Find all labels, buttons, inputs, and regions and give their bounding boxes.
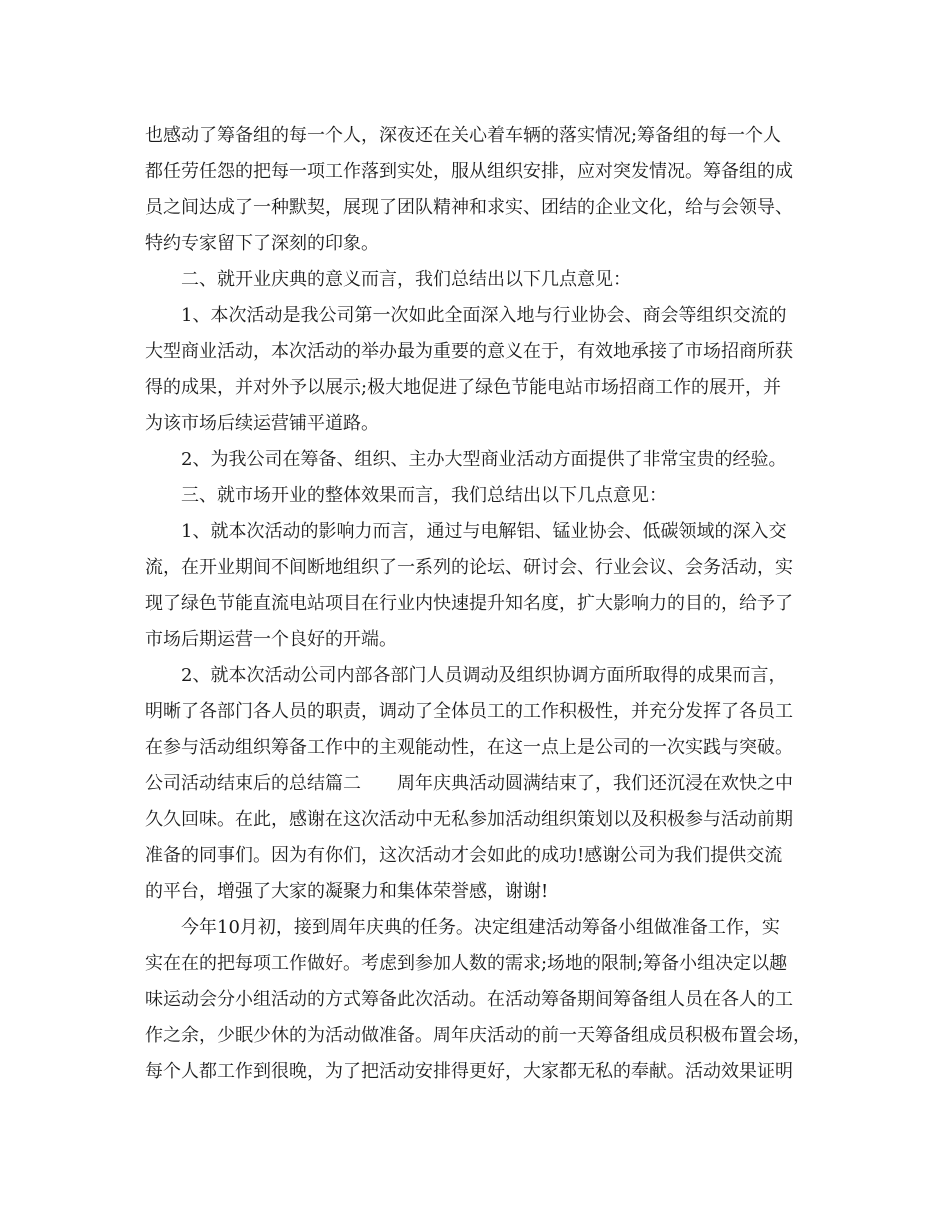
text-line: 味运动会分小组活动的方式筹备此次活动。在活动筹备期间筹备组人员在各人的工 [145, 989, 793, 1010]
text-line: 二、就开业庆典的意义而言，我们总结出以下几点意见： [181, 269, 631, 290]
text-line: 1、本次活动是我公司第一次如此全面深入地与行业协会、商会等组织交流的 [181, 305, 787, 326]
text-line: 久久回味。在此，感谢在这次活动中无私参加活动组织策划以及积极参与活动前期 [145, 809, 793, 830]
text-line: 公司活动结束后的总结篇二 周年庆典活动圆满结束了，我们还沉浸在欢快之中 [145, 773, 793, 794]
text-line: 都任劳任怨的把每一项工作落到实处，服从组织安排，应对突发情况。筹备组的成 [145, 161, 793, 182]
text-line: 流，在开业期间不间断地组织了一系列的论坛、研讨会、行业会议、会务活动，实 [145, 557, 793, 578]
text-line: 员之间达成了一种默契，展现了团队精神和求实、团结的企业文化，给与会领导、 [145, 197, 793, 218]
text-line: 作之余，少眠少休的为活动做准备。周年庆活动的前一天筹备组成员积极布置会场， [145, 1025, 811, 1046]
text-line: 也感动了筹备组的每一个人，深夜还在关心着车辆的落实情况;筹备组的每一个人 [145, 125, 782, 146]
text-line: 1、就本次活动的影响力而言，通过与电解铝、锰业协会、低碳领域的深入交 [181, 521, 787, 542]
text-line: 大型商业活动，本次活动的举办最为重要的意义在于，有效地承接了市场招商所获 [145, 341, 793, 362]
text-line: 每个人都工作到很晚，为了把活动安排得更好，大家都无私的奉献。活动效果证明 [145, 1061, 793, 1082]
text-line: 在参与活动组织筹备工作中的主观能动性，在这一点上是公司的一次实践与突破。 [145, 737, 793, 758]
text-line: 的平台，增强了大家的凝聚力和集体荣誉感，谢谢! [145, 881, 549, 902]
text-line: 2、为我公司在筹备、组织、主办大型商业活动方面提供了非常宝贵的经验。 [181, 449, 787, 470]
text-line: 实在在的把每项工作做好。考虑到参加人数的需求;场地的限制;筹备小组决定以趣 [145, 953, 788, 974]
text-line: 2、就本次活动公司内部各部门人员调动及组织协调方面所取得的成果而言， [181, 665, 787, 686]
text-line: 三、就市场开业的整体效果而言，我们总结出以下几点意见： [181, 485, 667, 506]
text-line: 现了绿色节能直流电站项目在行业内快速提升知名度，扩大影响力的目的，给予了 [145, 593, 793, 614]
text-line: 明晰了各部门各人员的职责，调动了全体员工的工作积极性，并充分发挥了各员工 [145, 701, 793, 722]
text-line: 市场后期运营一个良好的开端。 [145, 629, 397, 650]
text-line: 得的成果，并对外予以展示;极大地促进了绿色节能电站市场招商工作的展开，并 [145, 377, 782, 398]
text-line: 今年10月初，接到周年庆典的任务。决定组建活动筹备小组做准备工作，实 [181, 917, 780, 938]
text-line: 准备的同事们。因为有你们，这次活动才会如此的成功!感谢公司为我们提供交流 [145, 845, 783, 866]
text-line: 特约专家留下了深刻的印象。 [145, 233, 379, 254]
text-line: 为该市场后续运营铺平道路。 [145, 413, 379, 434]
